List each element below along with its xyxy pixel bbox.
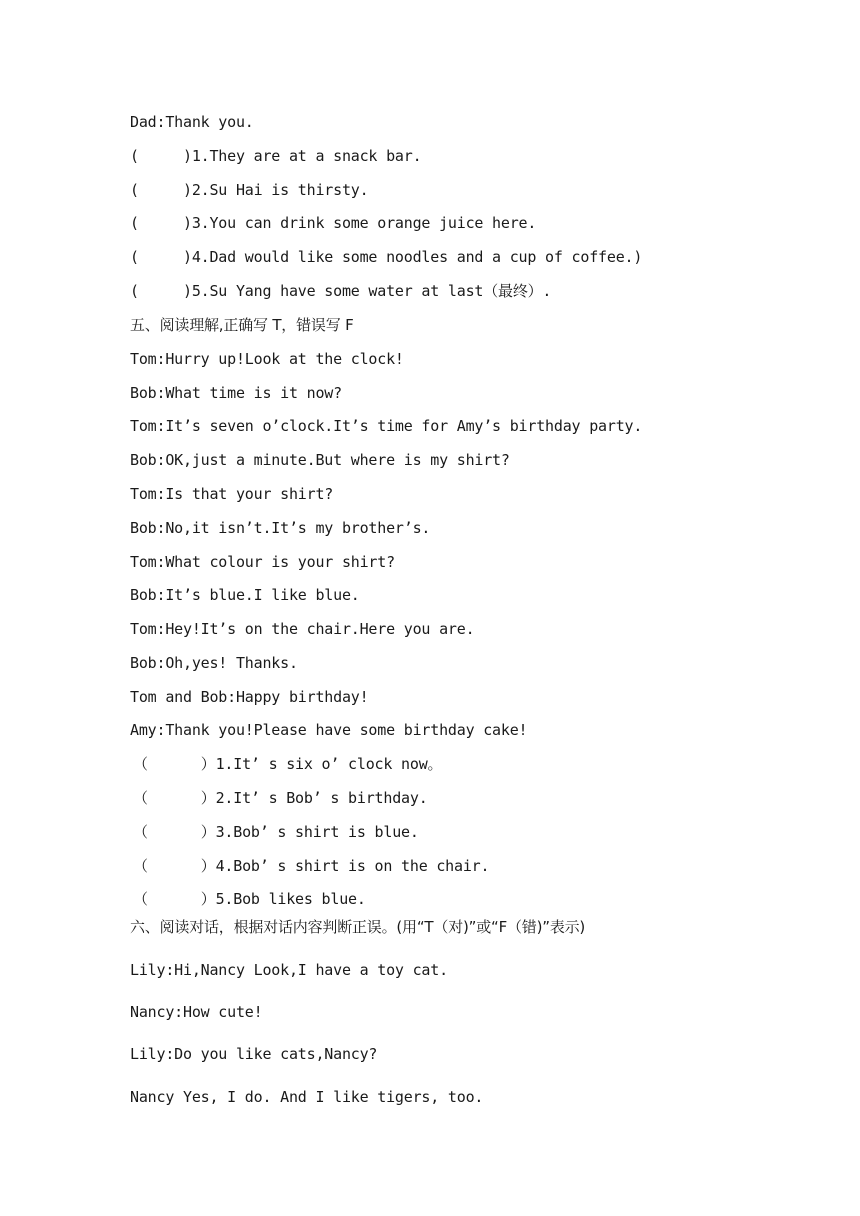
dialogue-line: Bob:It’s blue.I like blue. <box>130 586 360 604</box>
dialogue-line: Bob:No,it isn’t.It’s my brother’s. <box>130 519 431 537</box>
section-heading: 六、阅读对话，根据对话内容判断正误。(用“T（对)”或“F（错)”表示) <box>130 918 586 936</box>
dialogue-line: Tom and Bob:Happy birthday! <box>130 688 369 706</box>
section-heading: 五、阅读理解,正确写 T，错误写 F <box>130 316 354 334</box>
dialogue-line: Bob:What time is it now? <box>130 384 342 402</box>
question-line: ( )2.Su Hai is thirsty. <box>130 181 369 199</box>
dialogue-line: Lily:Do you like cats,Nancy? <box>130 1045 378 1063</box>
question-line: （ ）1.It’ s six o’ clock now。 <box>133 755 443 773</box>
question-line: ( )5.Su Yang have some water at last（最终）. <box>130 282 552 300</box>
question-line: ( )4.Dad would like some noodles and a cup of coffee.) <box>130 248 643 266</box>
question-line: ( )3.You can drink some orange juice here. <box>130 214 537 232</box>
dialogue-line: Tom:Is that your shirt? <box>130 485 334 503</box>
dialogue-line: Tom:It’s seven o’clock.It’s time for Amy’s birthday party. <box>130 417 643 435</box>
question-line: （ ）5.Bob likes blue. <box>133 890 366 908</box>
dialogue-line: Amy:Thank you!Please have some birthday cake! <box>130 721 528 739</box>
dialogue-line: Bob:Oh,yes! Thanks. <box>130 654 298 672</box>
dialogue-line: Tom:What colour is your shirt? <box>130 553 395 571</box>
dialogue-line: Lily:Hi,Nancy Look,I have a toy cat. <box>130 961 448 979</box>
dialogue-line: Nancy Yes, I do. And I like tigers, too. <box>130 1088 484 1106</box>
dialogue-line: Tom:Hurry up!Look at the clock! <box>130 350 404 368</box>
text-line: Dad:Thank you. <box>130 113 254 131</box>
question-line: （ ）2.It’ s Bob’ s birthday. <box>133 789 428 807</box>
question-line: （ ）4.Bob’ s shirt is on the chair. <box>133 857 490 875</box>
question-line: （ ）3.Bob’ s shirt is blue. <box>133 823 419 841</box>
dialogue-line: Tom:Hey!It’s on the chair.Here you are. <box>130 620 475 638</box>
question-line: ( )1.They are at a snack bar. <box>130 147 422 165</box>
dialogue-line: Nancy:How cute! <box>130 1003 263 1021</box>
dialogue-line: Bob:OK,just a minute.But where is my shirt? <box>130 451 510 469</box>
